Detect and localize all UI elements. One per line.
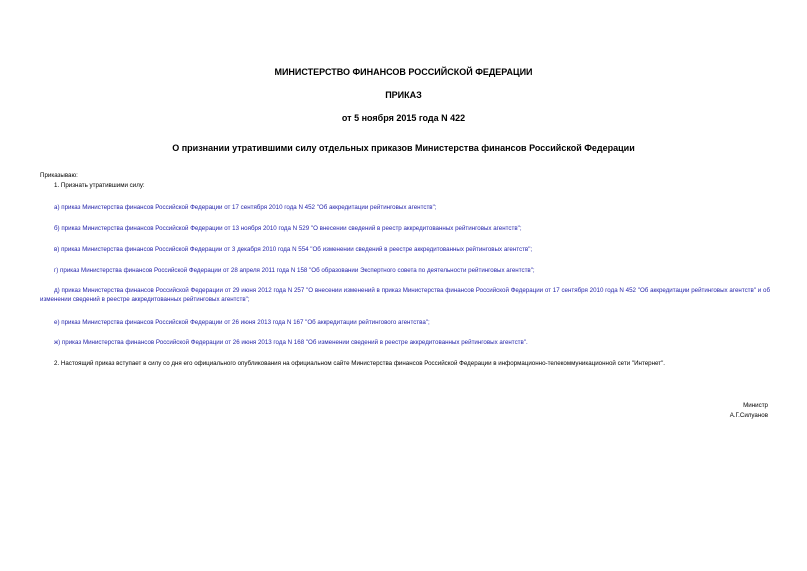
- subitem-a-link[interactable]: а) приказ Министерства финансов Российской Федерации от 17 сентября 2010 года N 452 "Об аккредитации рейтинговых агентств";: [54, 204, 437, 211]
- date-number-heading: от 5 ноября 2015 года N 422: [341, 113, 466, 123]
- item-1-text: 1. Признать утратившими силу:: [54, 182, 145, 189]
- subitem-b-link[interactable]: б) приказ Министерства финансов Российской Федерации от 13 ноября 2010 года N 529 "О внесении сведений в реестр аккредитованных рейтинговых агентств";: [54, 225, 522, 232]
- signature-position: Министр: [743, 402, 768, 409]
- document-title: О признании утратившими силу отдельных приказов Министерства финансов Российской Федерации: [172, 143, 635, 153]
- ministry-heading: МИНИСТЕРСТВО ФИНАНСОВ РОССИЙСКОЙ ФЕДЕРАЦИИ: [274, 67, 533, 77]
- document-type-heading: ПРИКАЗ: [385, 90, 422, 100]
- item-2-text: 2. Настоящий приказ вступает в силу со дня его официального опубликования на официальном сайте Министерства финансов Российской Федерации в информационно-телекоммуникационной сети "Интернет".: [54, 360, 666, 367]
- intro-text: Приказываю:: [40, 172, 78, 179]
- subitem-v-link[interactable]: в) приказ Министерства финансов Российской Федерации от 3 декабря 2010 года N 554 "Об изменении сведений в реестре аккредитованных рейтинговых агентств";: [54, 246, 533, 253]
- subitem-g-link[interactable]: г) приказ Министерства финансов Российской Федерации от 28 апреля 2011 года N 158 "Об образовании Экспертного совета по деятельности рейтинговых агентств";: [54, 267, 535, 274]
- subitem-d-link[interactable]: д) приказ Министерства финансов Российской Федерации от 29 июня 2012 года N 257 "О внесении изменений в приказ Министерства финансов Российской Федерации от 17 сентября 2010 года N 452 "Об аккредитации рейтинговых агентств" и об изменении сведений в реестре аккредитованных рейтинговых агентств";: [40, 287, 770, 303]
- subitem-e-link[interactable]: е) приказ Министерства финансов Российской Федерации от 26 июня 2013 года N 167 "Об аккредитации рейтингового агентства";: [54, 319, 430, 326]
- subitem-zh-link[interactable]: ж) приказ Министерства финансов Российской Федерации от 26 июня 2013 года N 168 "Об изменении сведений в реестре аккредитованных рейтинговых агентств".: [54, 339, 528, 346]
- signature-name: А.Г.Силуанов: [729, 412, 768, 419]
